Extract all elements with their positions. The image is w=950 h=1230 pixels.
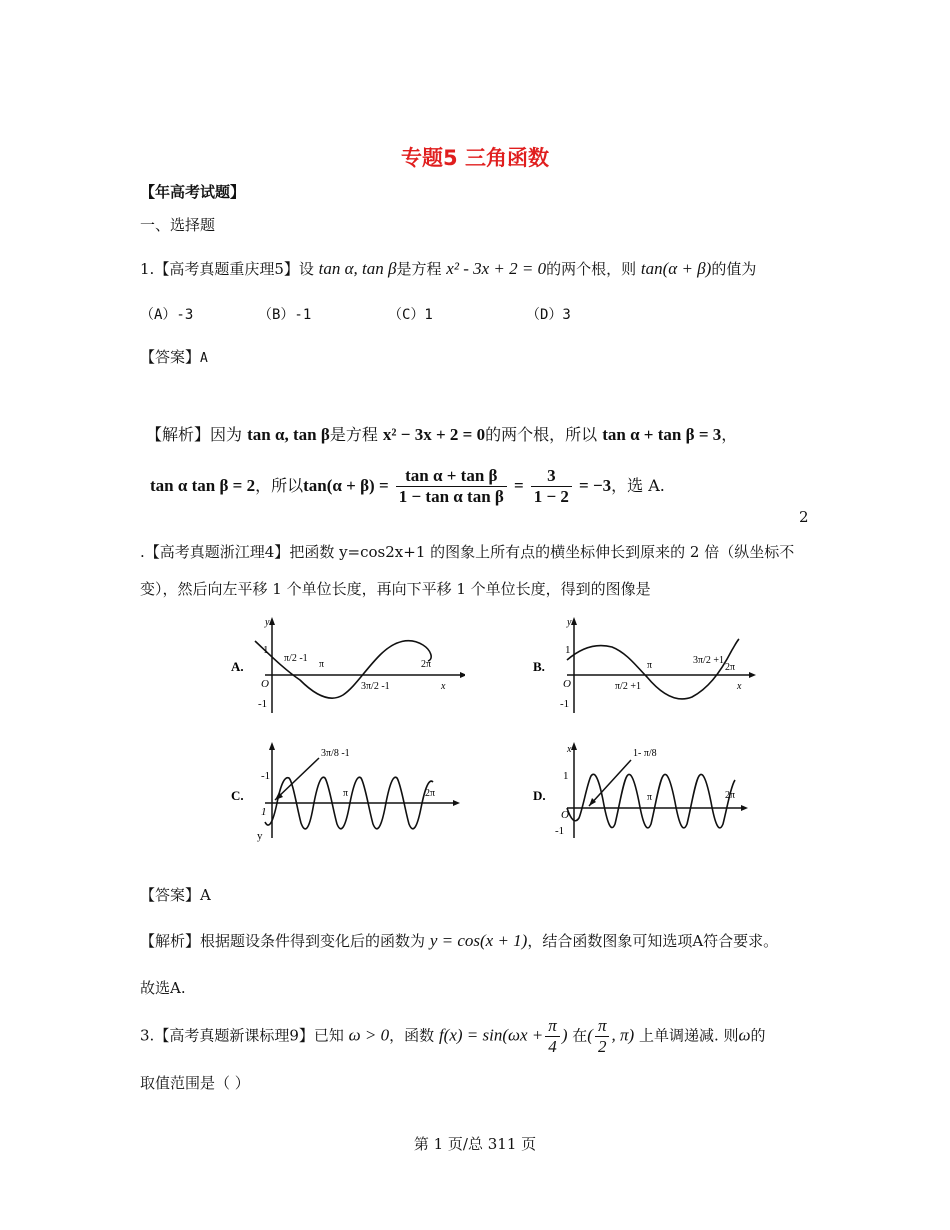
q1-source: 【高考真题重庆理5】 xyxy=(154,260,299,278)
q3-math: ( xyxy=(587,1025,593,1045)
graph-d-label: D. xyxy=(533,788,546,803)
tick-label: -1 xyxy=(560,698,570,710)
q1-text: 的两个根，则 xyxy=(546,260,637,278)
graph-a-label: A. xyxy=(231,659,244,674)
fraction xyxy=(531,466,572,507)
curve xyxy=(255,641,431,698)
q3-stem-line2: 取值范围是（ ） xyxy=(140,1074,250,1092)
tick-label: -1 xyxy=(261,770,271,782)
fraction-denominator: 2 xyxy=(597,1037,607,1056)
analysis-math: tan α + tan β = 3 xyxy=(602,425,722,444)
tick-label: 1- π/8 xyxy=(633,748,657,759)
q3-number: 3. xyxy=(140,1026,155,1045)
q1-choice-c: （C）1 xyxy=(388,307,433,323)
q1-choice-a: （A）-3 xyxy=(140,307,194,323)
x-axis-arrow xyxy=(749,672,756,678)
analysis-text: ，结合函数图象可知选项A符合要求。 xyxy=(527,932,779,950)
q3-math: ) xyxy=(561,1025,568,1045)
analysis-text: 的两个根，所以 xyxy=(485,425,598,444)
q3-math: f(x) = sin(ωx + xyxy=(438,1025,544,1045)
q1-number: 1. xyxy=(140,260,155,278)
q3-math: ω xyxy=(738,1025,751,1045)
q2-stem-line1 xyxy=(140,541,794,562)
tick-label: 2π xyxy=(421,659,432,670)
fraction xyxy=(595,1016,610,1057)
q2-answer xyxy=(140,884,211,905)
section-header: 【年高考试题】 xyxy=(140,183,246,201)
origin-label: O xyxy=(261,678,269,690)
question-3-stem xyxy=(140,1016,766,1057)
analysis-text: ，所以 xyxy=(255,476,304,495)
q1-analysis-line1 xyxy=(146,422,737,445)
q2-analysis xyxy=(140,930,778,951)
q2-stem-line2: 变），然后向左平移 1 个单位长度，再向下平移 1 个单位长度，得到的图像是 xyxy=(140,580,651,598)
analysis-label: 【解析】 xyxy=(146,425,211,444)
x-axis-arrow xyxy=(453,800,460,806)
tick-label: y xyxy=(257,830,263,842)
q1-analysis-line2 xyxy=(150,466,665,507)
analysis-text: 根据题设条件得到变化后的函数为 xyxy=(200,932,426,950)
analysis-label: 【解析】 xyxy=(140,932,201,950)
answer-label: 【答案】 xyxy=(140,348,201,366)
fraction-numerator: 3 xyxy=(531,466,572,487)
question-1-stem xyxy=(140,258,756,279)
analysis-text: 是方程 xyxy=(329,425,378,444)
fraction-numerator: π xyxy=(595,1016,610,1037)
section-type: 一、选择题 xyxy=(140,216,216,234)
q3-text: 在 xyxy=(572,1026,588,1045)
origin-label: O xyxy=(561,809,569,821)
tick-label: 1 xyxy=(563,770,569,782)
graph-c-label: C. xyxy=(231,788,244,803)
fraction xyxy=(545,1016,560,1057)
answer-label: 【答案】 xyxy=(140,886,201,904)
analysis-text: 因为 xyxy=(210,425,243,444)
analysis-math: tan α, tan β xyxy=(247,425,330,444)
axis-label-y: y xyxy=(265,617,270,628)
page-title: 专题5 三角函数 xyxy=(401,146,549,170)
y-axis-arrow xyxy=(269,742,275,750)
tick-label: π/2 -1 xyxy=(284,653,308,664)
fraction-denominator: 1 − tan α tan β xyxy=(398,487,504,506)
origin-label: O xyxy=(563,678,571,690)
q3-text: ，函数 xyxy=(389,1026,435,1045)
q1-text: 的值为 xyxy=(711,260,757,278)
q1-text: 设 xyxy=(298,260,314,278)
analysis-text: ， xyxy=(721,425,738,444)
x-axis-arrow xyxy=(741,805,748,811)
q1-answer xyxy=(140,346,208,367)
fraction-numerator: tan α + tan β xyxy=(396,466,507,487)
analysis-text: ，选 A. xyxy=(611,476,665,495)
q3-math: , π) xyxy=(611,1025,635,1045)
q3-math: ω > 0 xyxy=(348,1025,390,1045)
analysis-math: x² − 3x + 2 = 0 xyxy=(382,425,486,444)
graph-a xyxy=(225,615,465,720)
tick-label: 3π/8 -1 xyxy=(321,748,350,759)
tick-label: 2π xyxy=(725,662,736,673)
q1-text: 是方程 xyxy=(396,260,442,278)
y-axis-arrow xyxy=(269,617,275,625)
tick-label: π xyxy=(647,792,653,803)
origin-label: 1 xyxy=(261,806,267,818)
q3-source: 【高考真题新课标理9】 xyxy=(154,1026,314,1045)
q1-choice-d: （D）3 xyxy=(526,307,571,323)
axis-label-x: x xyxy=(441,681,446,692)
graph-d xyxy=(527,738,767,846)
tick-label: π xyxy=(647,660,653,671)
graph-c xyxy=(225,738,465,846)
q3-text: 上单调递减. 则 xyxy=(638,1026,739,1045)
answer-value: A xyxy=(200,886,211,904)
page-footer: 第 1 页/总 311 页 xyxy=(413,1135,537,1153)
x-axis-arrow xyxy=(460,672,465,678)
tick-label: π/2 +1 xyxy=(615,681,641,692)
q1-math: tan(α + β) xyxy=(640,259,712,278)
tick-label: 1 xyxy=(565,644,571,656)
pointer-arrow xyxy=(275,758,319,800)
q2-text: 把函数 y=cos2x+1 的图象上所有点的横坐标伸长到原来的 2 倍（纵坐标不 xyxy=(289,543,795,561)
fraction-denominator: 1 − 2 xyxy=(533,487,569,506)
q1-choice-b: （B）-1 xyxy=(258,307,312,323)
analysis-math: tan(α + β) = xyxy=(303,476,389,495)
fraction-numerator: π xyxy=(545,1016,560,1037)
tick-label: 2π xyxy=(425,788,436,799)
analysis-math: = xyxy=(513,476,524,495)
tick-label: 1 xyxy=(263,644,269,656)
fraction xyxy=(396,466,507,507)
tick-label: -1 xyxy=(258,698,268,710)
q1-math: tan α, tan β xyxy=(318,259,397,278)
tick-label: π xyxy=(343,788,349,799)
q2-source: .【高考真题浙江理4】 xyxy=(140,543,290,561)
analysis-math: y = cos(x + 1) xyxy=(429,931,528,950)
q2-number: 2 xyxy=(799,508,809,526)
graph-b xyxy=(527,615,767,720)
q3-text: 已知 xyxy=(313,1026,344,1045)
curve xyxy=(567,639,739,699)
tick-label: -1 xyxy=(555,825,565,837)
tick-label: 2π xyxy=(725,790,736,801)
graph-b-label: B. xyxy=(533,659,545,674)
axis-label-y: x xyxy=(567,744,572,755)
tick-label: π xyxy=(319,659,325,670)
analysis-math: tan α tan β = 2 xyxy=(150,476,256,495)
y-axis-arrow xyxy=(571,617,577,625)
fraction-denominator: 4 xyxy=(548,1037,557,1056)
axis-label-y: y xyxy=(567,617,572,628)
q3-text: 的 xyxy=(750,1026,766,1045)
tick-label: 3π/2 +1 xyxy=(693,655,724,666)
analysis-math: = −3 xyxy=(579,476,612,495)
q2-analysis-conclusion: 故选A. xyxy=(140,979,186,997)
answer-value: A xyxy=(200,351,208,366)
axis-label-x: x xyxy=(737,681,742,692)
y-axis-arrow xyxy=(571,742,577,750)
tick-label: 3π/2 -1 xyxy=(361,681,390,692)
q1-math: x² - 3x + 2 = 0 xyxy=(446,259,547,278)
